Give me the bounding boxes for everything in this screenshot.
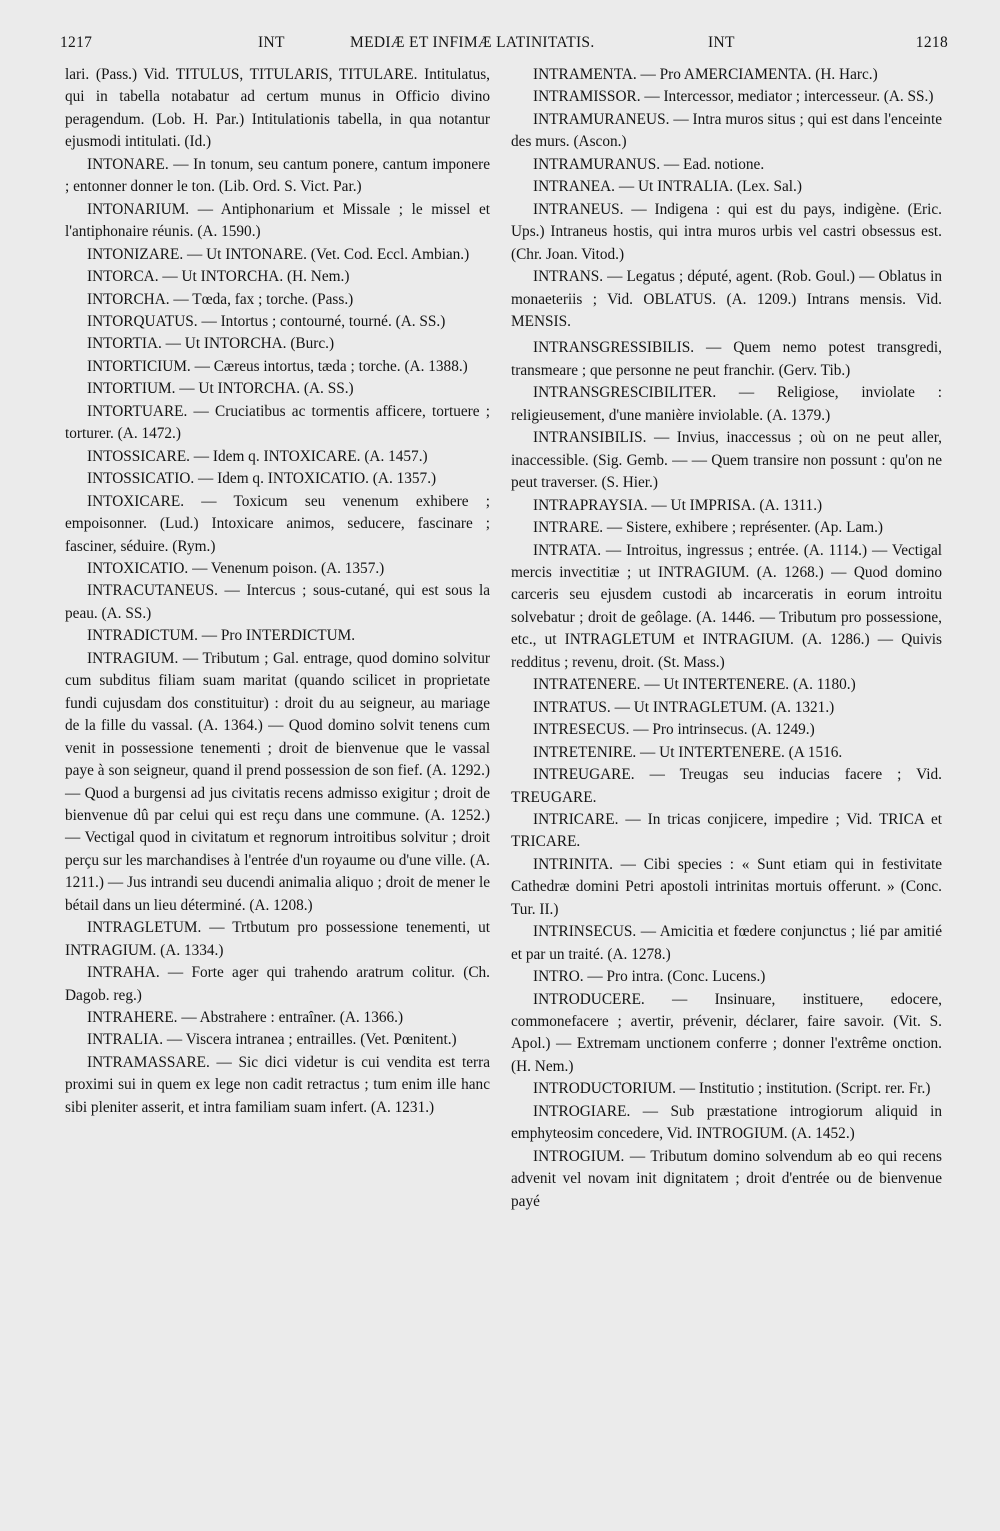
entry: INTRATENERE. — Ut INTERTENERE. (A. 1180.) xyxy=(533,676,856,694)
entry: INTRANSGRESCIBILITER. — Religiose, inviolate : religieusement, d'une manière inviolable. (A. 1379.) xyxy=(511,384,942,424)
running-title: MEDIÆ ET INFIMÆ LATINITATIS. xyxy=(350,34,595,51)
entry: INTONIZARE. — Ut INTONARE. (Vet. Cod. Eccl. Ambian.) xyxy=(87,245,470,263)
entry: INTRAMURANEUS. — Intra muros situs ; qui est dans l'enceinte des murs. (Ascon.) xyxy=(511,110,942,151)
entry: INTRINITA. — Cibi species : « Sunt etiam qui in festivitate Cathedræ domini Petri apostoli intrinitas mortuis offerunt. » (Conc. Tur. II.) xyxy=(511,855,942,918)
page-number-right: 1218 xyxy=(915,34,948,51)
entry: INTRANSGRESSIBILIS. — Quem nemo potest transgredi, transmeare ; que personne ne peut franchir. (Gerv. Tib.) xyxy=(511,339,942,379)
entry: INTRAHERE. — Abstrahere : entraîner. (A. 1366.) xyxy=(87,1009,404,1027)
entry: INTRETENIRE. — Ut INTERTENERE. (A 1516. xyxy=(533,743,843,761)
entry: INTRANEA. — Ut INTRALIA. (Lex. Sal.) xyxy=(533,178,802,196)
entry: INTRAMENTA. — Pro AMERCIAMENTA. (H. Harc.) xyxy=(533,66,878,83)
entry: INTROGIUM. — Tributum domino solvendum ab eo qui recens advenit vel novam init dignitatem ; droit d'entrée ou de bienvenue payé xyxy=(511,1147,942,1210)
entry: INTOSSICATIO. — Idem q. INTOXICATIO. (A. 1357.) xyxy=(87,470,437,488)
entry: INTRANSIBILIS. — Invius, inaccessus ; où on ne peut aller, inaccessible. (Sig. Gemb. — — Quem transire non possunt : qu'on ne peut traverser. (S. Hier.) xyxy=(511,429,942,492)
entry: INTONARIUM. — Antiphonarium et Missale ; le missel et l'antiphonaire réunis. (A. 1590.) xyxy=(65,200,490,241)
entry: INTORQUATUS. — Intortus ; contourné, tourné. (A. SS.) xyxy=(87,312,446,330)
running-header xyxy=(60,34,948,58)
entry: INTRATUS. — Ut INTRAGLETUM. (A. 1321.) xyxy=(533,698,835,716)
entry: INTRANS. — Legatus ; député, agent. (Rob. Goul.) — Oblatus in monaeteriis ; Vid. OBLATUS. (A. 1209.) Intrans mensis. Vid. MENSIS. xyxy=(511,268,942,330)
entry: INTRALIA. — Viscera intranea ; entrailles. (Vet. Pœnitent.) xyxy=(87,1031,457,1049)
entry: INTORTICIUM. — Cæreus intortus, tæda ; torche. (A. 1388.) xyxy=(87,357,468,375)
entry: INTRO. — Pro intra. (Conc. Lucens.) xyxy=(533,968,766,986)
page-number-left: 1217 xyxy=(60,34,93,51)
entry: INTRAPRAYSIA. — Ut IMPRISA. (A. 1311.) xyxy=(533,496,823,514)
entry: INTRAMURANUS. — Ead. notione. xyxy=(533,155,765,173)
entry: INTRESECUS. — Pro intrinsecus. (A. 1249.) xyxy=(533,721,815,739)
entry: INTRAMASSARE. — Sic dici videtur is cui vendita est terra proximi sui in quem ex lege non cadit retractus ; tum enim ille hanc sibi pleniter asserit, et intra familiam suam infert. (A. 1231.) xyxy=(65,1053,490,1116)
entry: INTRATA. — Introitus, ingressus ; entrée. (A. 1114.) — Vectigal mercis invectitiæ ; ut INTRAGIUM. (A. 1268.) — Quod domino carceris seu ejusdem custodi ab incarceratis in eorum introitu solvebatur ; droit de geôlage. (A. 1446. — Tributum pro possessione, etc., ut INTRAGLETUM et INTRAGIUM. (A. 1286.) — Quivis redditus ; revenu, droit. (St. Mass.) xyxy=(511,541,942,671)
guide-word-right: INT xyxy=(708,34,735,51)
guide-word-left: INT xyxy=(258,34,285,51)
entry: INTRAGLETUM. — Trtbutum pro possessione tenementi, ut INTRAGIUM. (A. 1334.) xyxy=(65,919,490,959)
left-column xyxy=(65,64,490,1119)
entry: INTRADICTUM. — Pro INTERDICTUM. xyxy=(87,627,356,645)
entry: lari. (Pass.) Vid. TITULUS, TITULARIS, TITULARE. Intitulatus, qui in tabella notabatur ad certum munus in Officio divino peragendum. (Lob. H. Par.) Intitulationis tabella, in qua notantur ejusmodi intitulati. (Id.) xyxy=(65,66,490,151)
entry: INTORCHA. — Tœda, fax ; torche. (Pass.) xyxy=(87,290,354,308)
entry: INTREUGARE. — Treugas seu inducias facere ; Vid. TREUGARE. xyxy=(511,766,942,806)
entry: INTRICARE. — In tricas conjicere, impedire ; Vid. TRICA et TRICARE. xyxy=(511,810,942,851)
entry: INTRANEUS. — Indigena : qui est du pays, indigène. (Eric. Ups.) Intraneus hostis, qui intra muros urbis vel castri obsessus est. (Chr. Joan. Vitod.) xyxy=(511,200,942,263)
entry: INTORCA. — Ut INTORCHA. (H. Nem.) xyxy=(87,268,350,286)
entry: INTRAHA. — Forte ager qui trahendo aratrum colitur. (Ch. Dagob. reg.) xyxy=(65,964,490,1004)
entry: INTRAGIUM. — Tributum ; Gal. entrage, quod domino solvitur cum subditus filiam suam maritat (quando scilicet in proprietate fundi cujusdam dos constituitur) : droit du au seigneur, au mariage de la fille du vassal. (A. 1364.) — Quod domino solvit tenens cum venit in possessione tenementi ; droit de bienvenue que le vassal paye à son seigneur, quand il prend possession de son fief. (A. 1292.) — Quod a burgensi ad jus civitatis recens admisso exigitur ; droit de bienvenue dû par celui qui est reçu dans une commune. (A. 1252.) — Vectigal quod in civitatum et regnorum introitibus solvitur ; droit perçu sur les marchandises à l'entrée d'un royaume ou d'une ville. (A. 1211.) — Jus intrandi seu ducendi animalia aliquo ; droit de mener le bétail dans un lieu déterminé. (A. 1208.) xyxy=(65,649,490,914)
entry: INTRARE. — Sistere, exhibere ; représenter. (Ap. Lam.) xyxy=(533,519,884,537)
entry: INTONARE. — In tonum, seu cantum ponere, cantum imponere ; entonner donner le ton. (Lib. Ord. S. Vict. Par.) xyxy=(65,155,490,196)
entry: INTRODUCERE. — Insinuare, instituere, edocere, commonefacere ; avertir, prévenir, déclarer, faire savoir. (Vit. S. Apol.) — Extremam unctionem conferre ; donner l'extrême onction. (H. Nem.) xyxy=(511,990,942,1075)
entry: INTOXICATIO. — Venenum poison. (A. 1357.) xyxy=(87,559,385,577)
right-column xyxy=(511,64,942,1213)
entry: INTRACUTANEUS. — Intercus ; sous-cutané, qui est sous la peau. (A. SS.) xyxy=(65,582,490,622)
entry: INTOXICARE. — Toxicum seu venenum exhibere ; empoisonner. (Lud.) Intoxicare animos, seducere, fascinare ; fasciner, séduire. (Rym.) xyxy=(65,492,490,555)
entry: INTRINSECUS. — Amicitia et fœdere conjunctus ; lié par amitié et par un traité. (A. 1278.) xyxy=(511,923,942,963)
entry: INTORTIUM. — Ut INTORCHA. (A. SS.) xyxy=(87,380,354,398)
entry: INTROGIARE. — Sub præstatione introgiorum aliquid in emphyteosim concedere, Vid. INTROGIUM. (A. 1452.) xyxy=(511,1102,942,1143)
entry: INTORTIA. — Ut INTORCHA. (Burc.) xyxy=(87,335,335,353)
entry: INTORTUARE. — Cruciatibus ac tormentis afficere, tortuere ; torturer. (A. 1472.) xyxy=(65,402,490,443)
entry: INTRODUCTORIUM. — Institutio ; institution. (Script. rer. Fr.) xyxy=(533,1080,931,1098)
entry: INTRAMISSOR. — Intercessor, mediator ; intercesseur. (A. SS.) xyxy=(533,88,934,106)
entry: INTOSSICARE. — Idem q. INTOXICARE. (A. 1457.) xyxy=(87,447,428,465)
